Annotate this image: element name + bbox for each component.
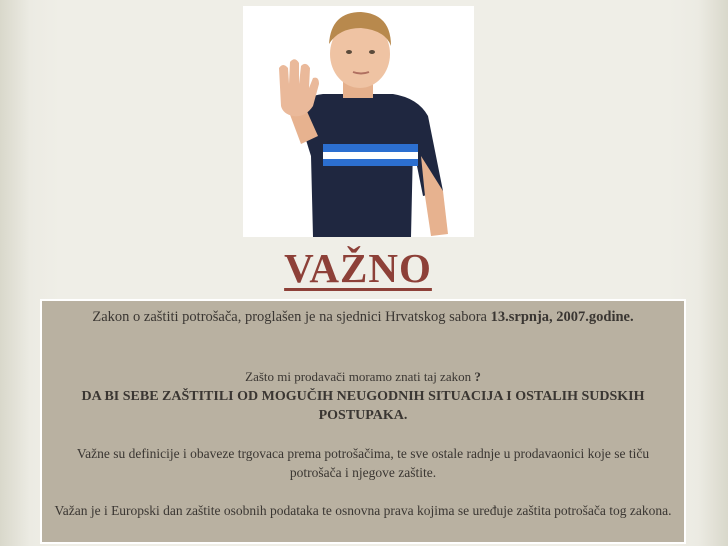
question-text: Zašto mi prodavači moramo znati taj zakon (245, 369, 475, 384)
boy-stop-hand-icon (243, 6, 474, 237)
european-day-paragraph: Važan je i Europski dan zaštite osobnih podataka te osnovna prava kojima se uređuje zaštita potrošača tog zakona. (54, 503, 672, 518)
question-paragraph (50, 367, 676, 386)
content-box (40, 299, 686, 544)
stop-hand-boy-photo (243, 6, 474, 237)
law-text: Zakon o zaštiti potrošača, proglašen je na sjednici Hrvatskog sabora (92, 309, 491, 325)
answer-paragraph: DA BI SEBE ZAŠTITILI OD MOGUČIH NEUGODNIH SITUACIJA I OSTALIH SUDSKIH POSTUPAKA. (81, 389, 645, 423)
slide-title: VAŽNO (284, 245, 432, 291)
law-paragraph (50, 308, 676, 327)
law-date: 13.srpnja, 2007.godine. (490, 309, 634, 325)
definitions-paragraph: Važne su definicije i obaveze trgovaca prema potrošačima, te sve ostale radnje u prodavaonici koje se tiču potrošača i njegove zaštite. (76, 446, 650, 480)
question-mark: ? (474, 369, 481, 384)
